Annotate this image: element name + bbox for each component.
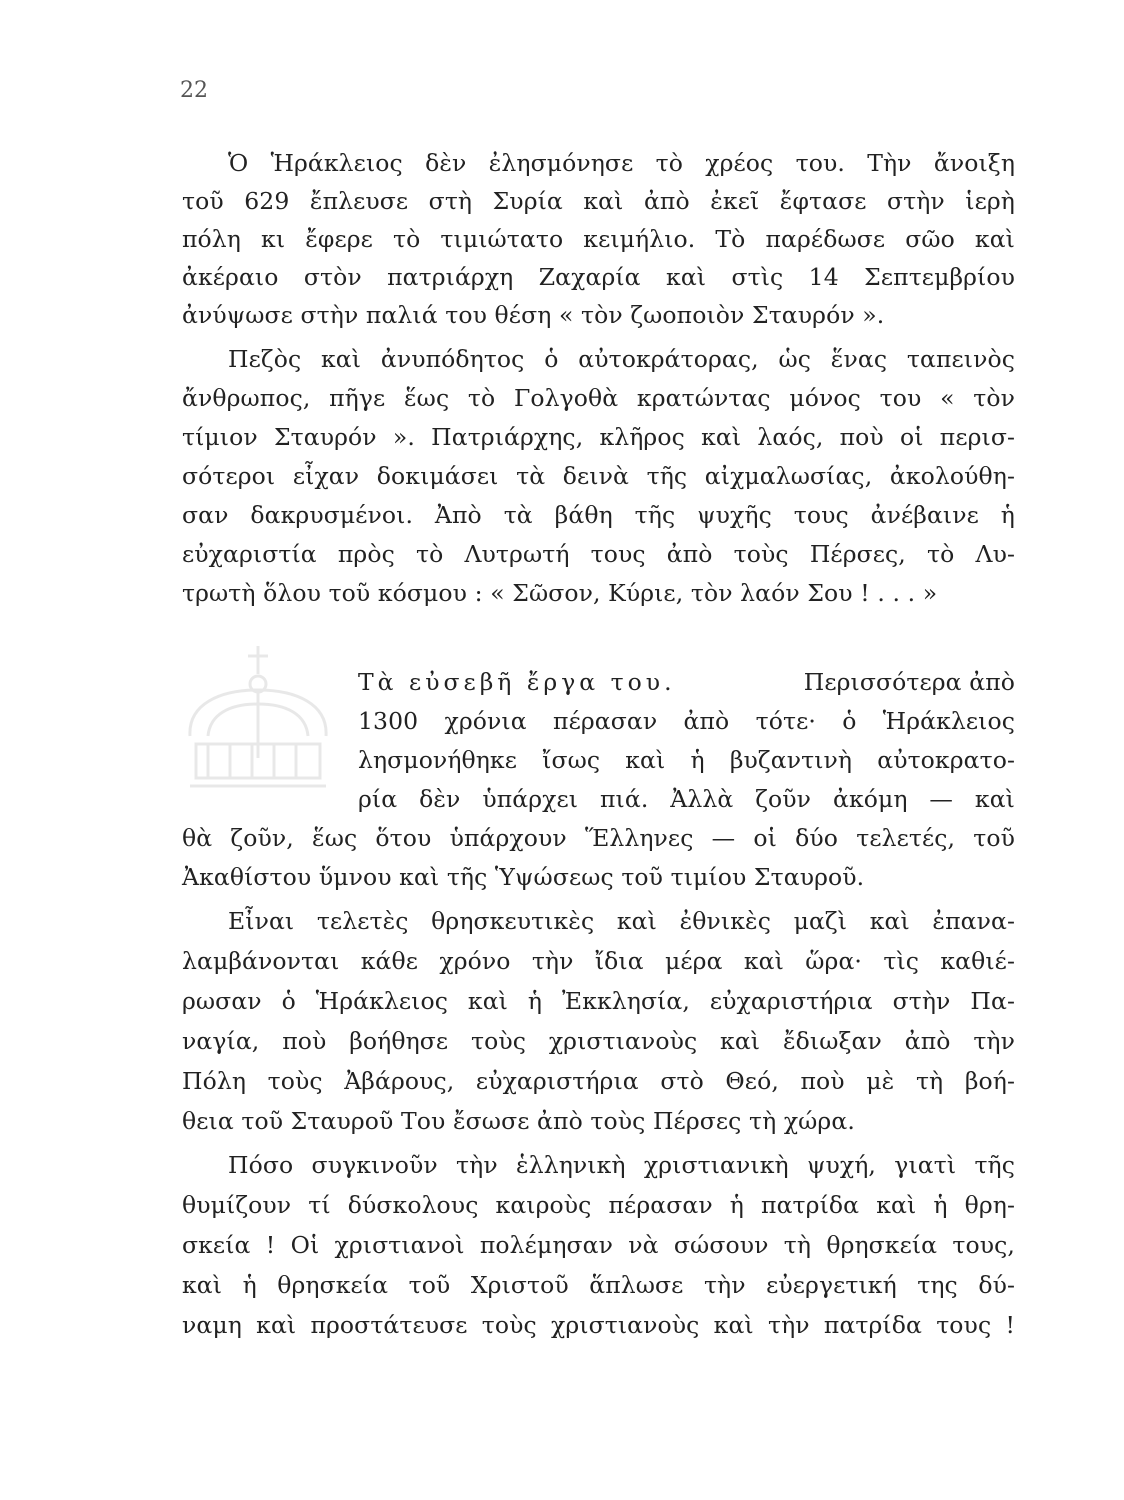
text-line: Πόλη τοὺς Ἀβάρους, εὐχαριστήρια στὸ Θεό, ποὺ μὲ τὴ βοή- xyxy=(182,1067,1015,1095)
text-line: σότεροι εἶχαν δοκιμάσει τὰ δεινὰ τῆς αἰχμαλωσίας, ἀκολούθη- xyxy=(182,462,1015,490)
text-line: Ὁ Ἡράκλειος δὲν ἐλησμόνησε τὸ χρέος του. Τὴν ἄνοιξη xyxy=(228,149,1015,177)
text-line: τοῦ 629 ἔπλευσε στὴ Συρία καὶ ἀπὸ ἐκεῖ ἔφτασε στὴν ἱερὴ xyxy=(182,187,1015,215)
crown-ornament-icon xyxy=(168,640,348,810)
text-line: ἀκέραιο στὸν πατριάρχη Ζαχαρία καὶ στὶς 14 Σεπτεμβρίου xyxy=(182,263,1015,291)
page-number: 22 xyxy=(180,78,208,103)
text-line: ναμη καὶ προστάτευσε τοὺς χριστιανοὺς καὶ τὴν πατρίδα τους ! xyxy=(182,1311,1015,1339)
text-line: θυμίζουν τί δύσκολους καιροὺς πέρασαν ἡ πατρίδα καὶ ἡ θρη- xyxy=(182,1191,1015,1219)
text-line: ἄνθρωπος, πῆγε ἕως τὸ Γολγοθὰ κρατώντας μόνος του « τὸν xyxy=(182,384,1015,412)
text-line: τρωτὴ ὅλου τοῦ κόσμου : « Σῶσον, Κύριε, τὸν λαόν Σου ! . . . » xyxy=(182,579,938,607)
text-line: θὰ ζοῦν, ἕως ὅτου ὑπάρχουν Ἕλληνες — οἱ δύο τελετές, τοῦ xyxy=(182,824,1015,852)
text-line: τίμιον Σταυρόν ». Πατριάρχης, κλῆρος καὶ λαός, ποὺ οἱ περισ- xyxy=(182,423,1015,451)
heading-continuation: Περισσότερα ἀπὸ xyxy=(803,668,1015,696)
text-line: Πόσο συγκινοῦν τὴν ἑλληνικὴ χριστιανικὴ ψυχή, γιατὶ τῆς xyxy=(228,1151,1015,1179)
text-line: ναγία, ποὺ βοήθησε τοὺς χριστιανοὺς καὶ ἔδιωξαν ἀπὸ τὴν xyxy=(182,1027,1015,1055)
text-line xyxy=(358,667,1015,697)
text-line: ἀνύψωσε στὴν παλιά του θέση « τὸν ζωοποιὸν Σταυρόν ». xyxy=(182,301,885,329)
text-line: Εἶναι τελετὲς θρησκευτικὲς καὶ ἐθνικὲς μαζὶ καὶ ἐπανα- xyxy=(228,907,1015,935)
text-line: εὐχαριστία πρὸς τὸ Λυτρωτή τους ἀπὸ τοὺς Πέρσες, τὸ Λυ- xyxy=(182,540,1015,568)
text-line: καὶ ἡ θρησκεία τοῦ Χριστοῦ ἅπλωσε τὴν εὐεργετική της δύ- xyxy=(182,1271,1015,1299)
text-line: ρία δὲν ὑπάρχει πιά. Ἀλλὰ ζοῦν ἀκόμη — καὶ xyxy=(358,785,1015,813)
text-line: σκεία ! Οἱ χριστιανοὶ πολέμησαν νὰ σώσουν τὴ θρησκεία τους, xyxy=(182,1231,1015,1259)
text-line: ρωσαν ὁ Ἡράκλειος καὶ ἡ Ἐκκλησία, εὐχαριστήρια στὴν Πα- xyxy=(182,987,1015,1015)
text-line: λησμονήθηκε ἴσως καὶ ἡ βυζαντινὴ αὐτοκρατο- xyxy=(358,746,1015,774)
text-line: Ἀκαθίστου ὕμνου καὶ τῆς Ὑψώσεως τοῦ τιμίου Σταυροῦ. xyxy=(182,863,865,891)
section-heading: Τὰ εὐσεβῆ ἔργα του. xyxy=(358,668,676,696)
text-line: Πεζὸς καὶ ἀνυπόδητος ὁ αὐτοκράτορας, ὡς ἕνας ταπεινὸς xyxy=(228,345,1015,373)
text-line: πόλη κι ἔφερε τὸ τιμιώτατο κειμήλιο. Τὸ παρέδωσε σῶο καὶ xyxy=(182,225,1015,253)
text-line: λαμβάνονται κάθε χρόνο τὴν ἴδια μέρα καὶ ὥρα· τὶς καθιέ- xyxy=(182,947,1015,975)
text-line: 1300 χρόνια πέρασαν ἀπὸ τότε· ὁ Ἡράκλειος xyxy=(358,707,1015,735)
text-line: σαν δακρυσμένοι. Ἀπὸ τὰ βάθη τῆς ψυχῆς τους ἀνέβαινε ἡ xyxy=(182,501,1015,529)
text-line: θεια τοῦ Σταυροῦ Του ἔσωσε ἀπὸ τοὺς Πέρσες τὴ χώρα. xyxy=(182,1107,855,1135)
